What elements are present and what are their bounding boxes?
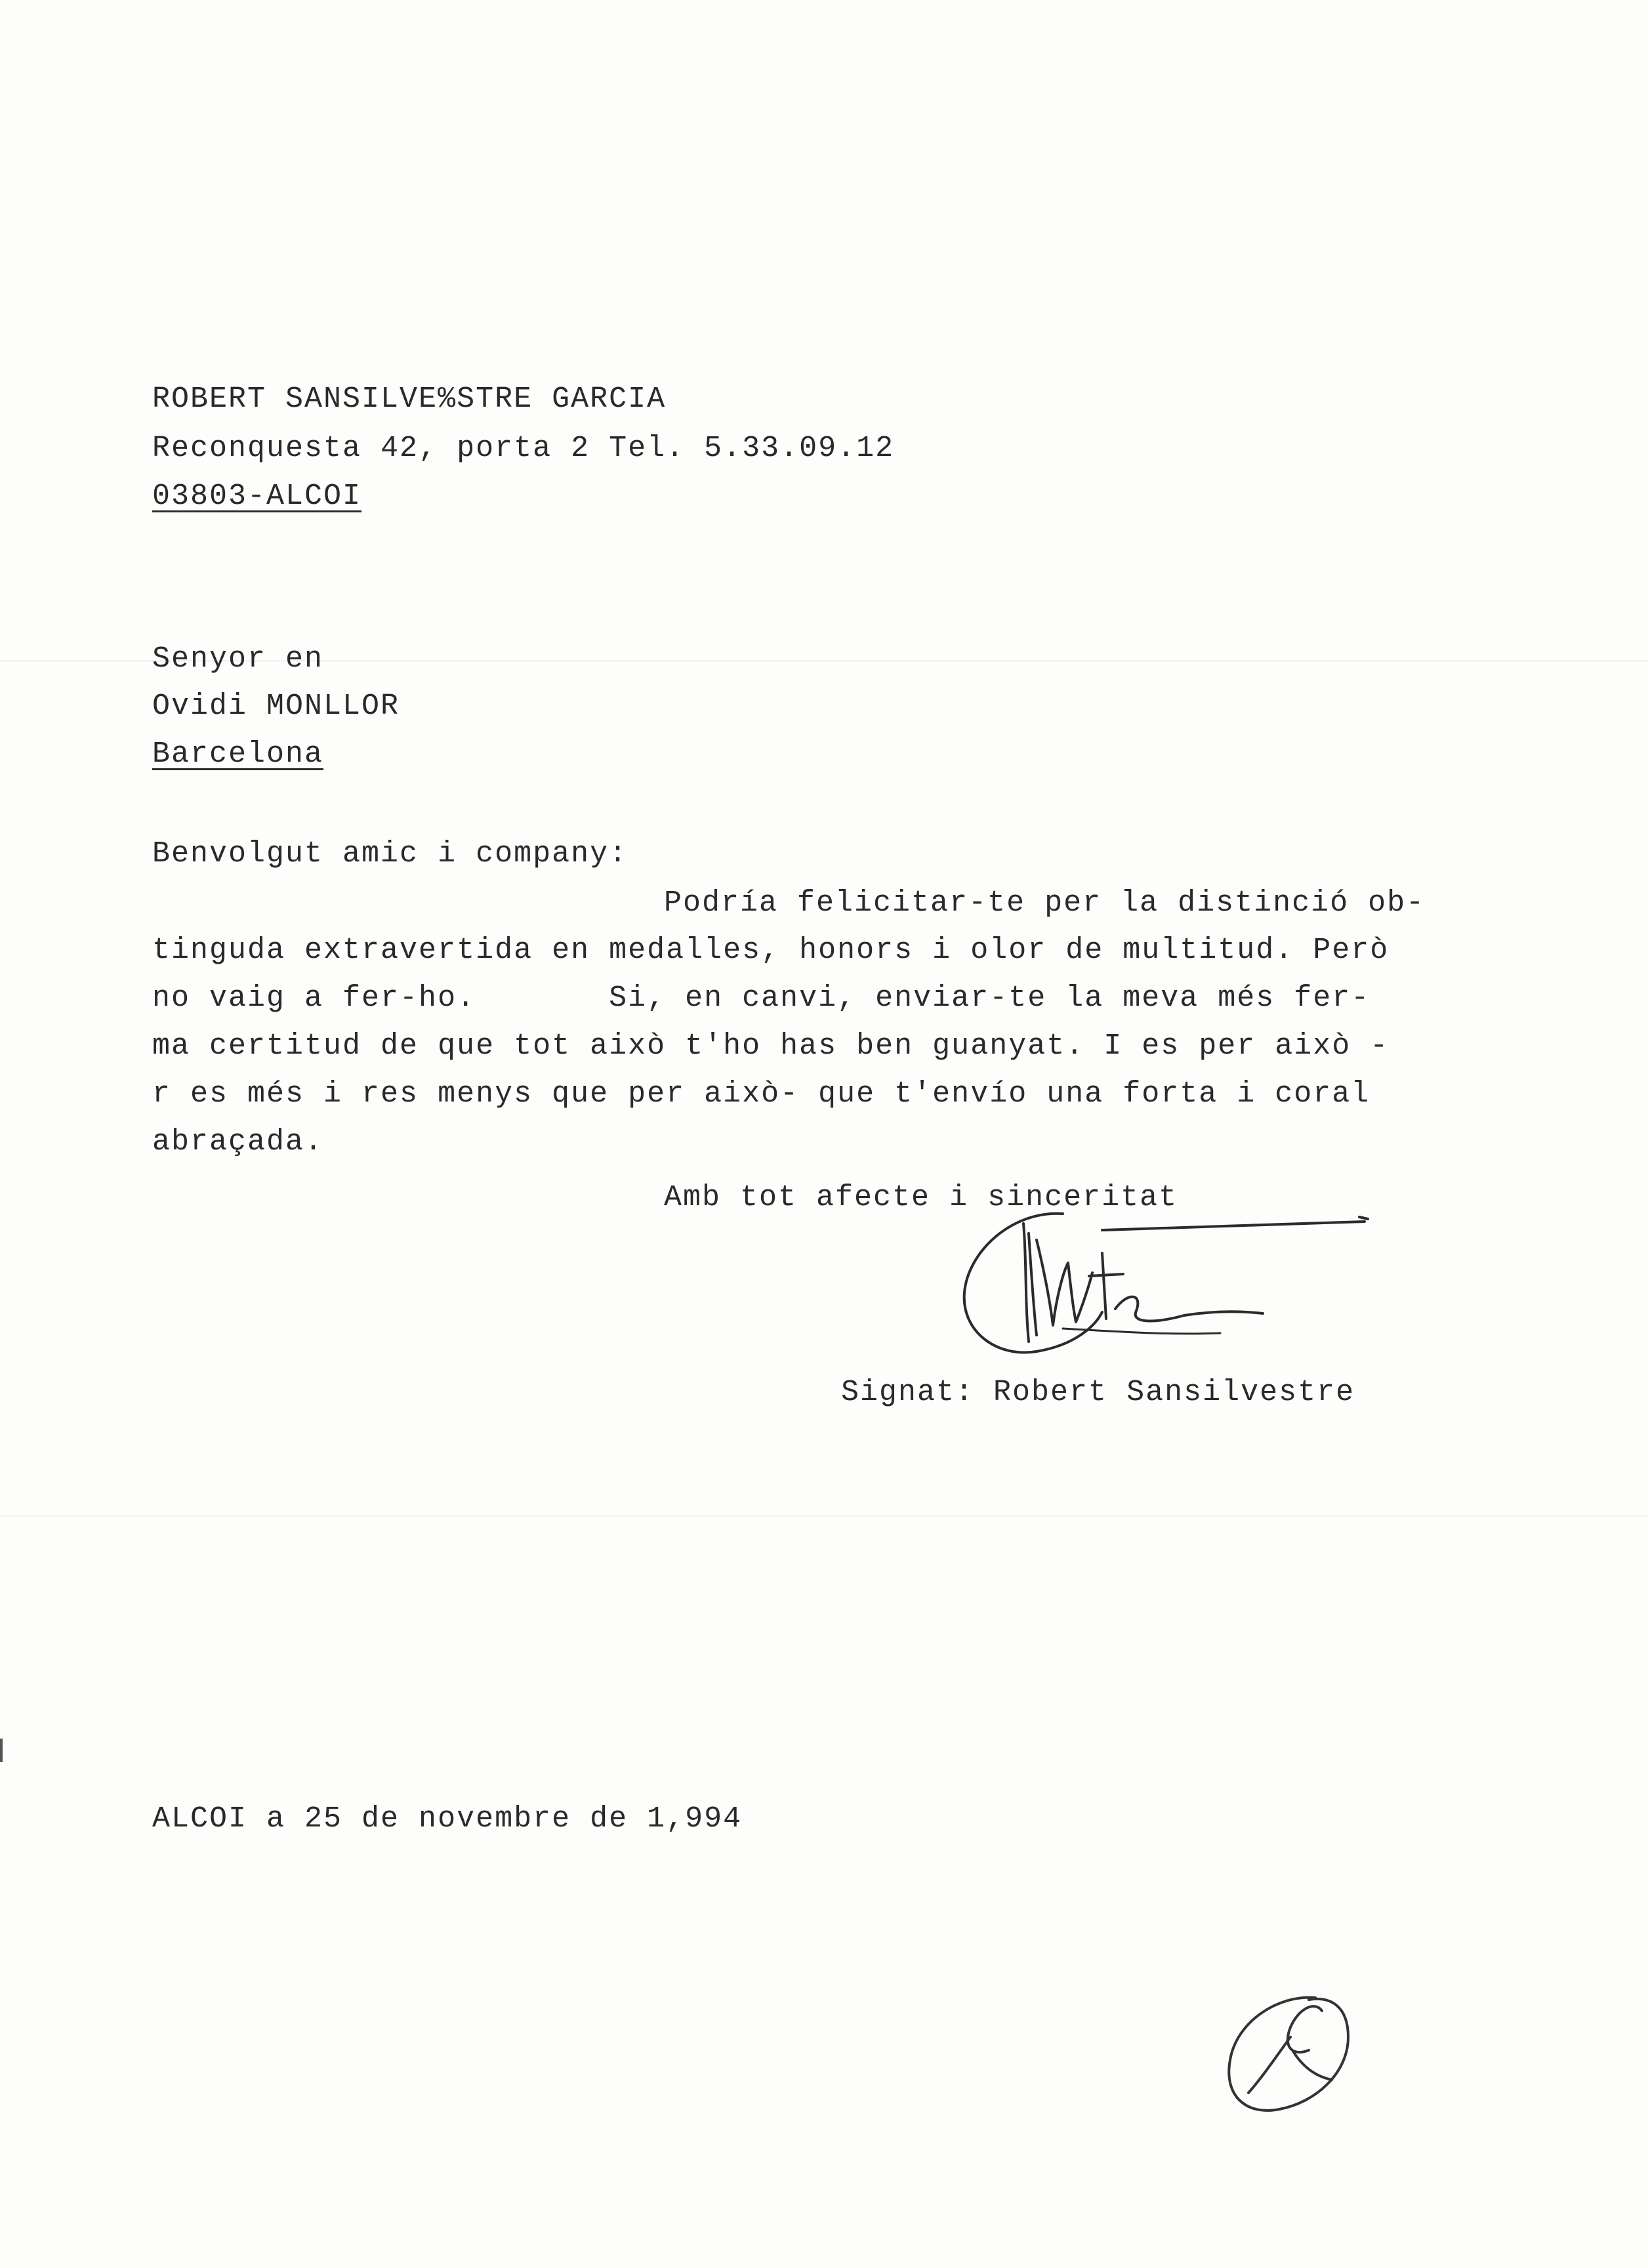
body-line: r es més i res menys que per això- que t'envío una forta i coral bbox=[152, 1077, 1370, 1111]
recipient-name: Ovidi MONLLOR bbox=[152, 690, 400, 723]
handwritten-initials-mark bbox=[1217, 1981, 1361, 2126]
handwritten-signature bbox=[951, 1194, 1397, 1365]
paper-fold-line bbox=[0, 1515, 1648, 1517]
recipient-city: Barcelona bbox=[152, 737, 324, 771]
sender-city: 03803-ALCOI bbox=[152, 480, 362, 513]
date-line: ALCOI a 25 de novembre de 1,994 bbox=[152, 1802, 743, 1836]
body-line: ma certitud de que tot això t'ho has ben guanyat. I es per això - bbox=[152, 1029, 1390, 1063]
body-line: no vaig a fer-ho. Si, en canvi, enviar-te la meva més fer- bbox=[152, 981, 1370, 1015]
body-line: tinguda extravertida en medalles, honors i olor de multitud. Però bbox=[152, 934, 1390, 967]
greeting: Benvolgut amic i company: bbox=[152, 837, 628, 871]
edge-mark bbox=[0, 1739, 3, 1762]
signed-name: Signat: Robert Sansilvestre bbox=[841, 1376, 1355, 1409]
closing: Amb tot afecte i sinceritat bbox=[664, 1181, 1178, 1214]
sender-name: ROBERT SANSILVE%STRE GARCIA bbox=[152, 382, 667, 416]
body-line: abraçada. bbox=[152, 1125, 324, 1159]
body-line: Podría felicitar-te per la distinció ob- bbox=[664, 886, 1426, 920]
recipient-title: Senyor en bbox=[152, 642, 324, 676]
sender-address: Reconquesta 42, porta 2 Tel. 5.33.09.12 bbox=[152, 432, 895, 465]
